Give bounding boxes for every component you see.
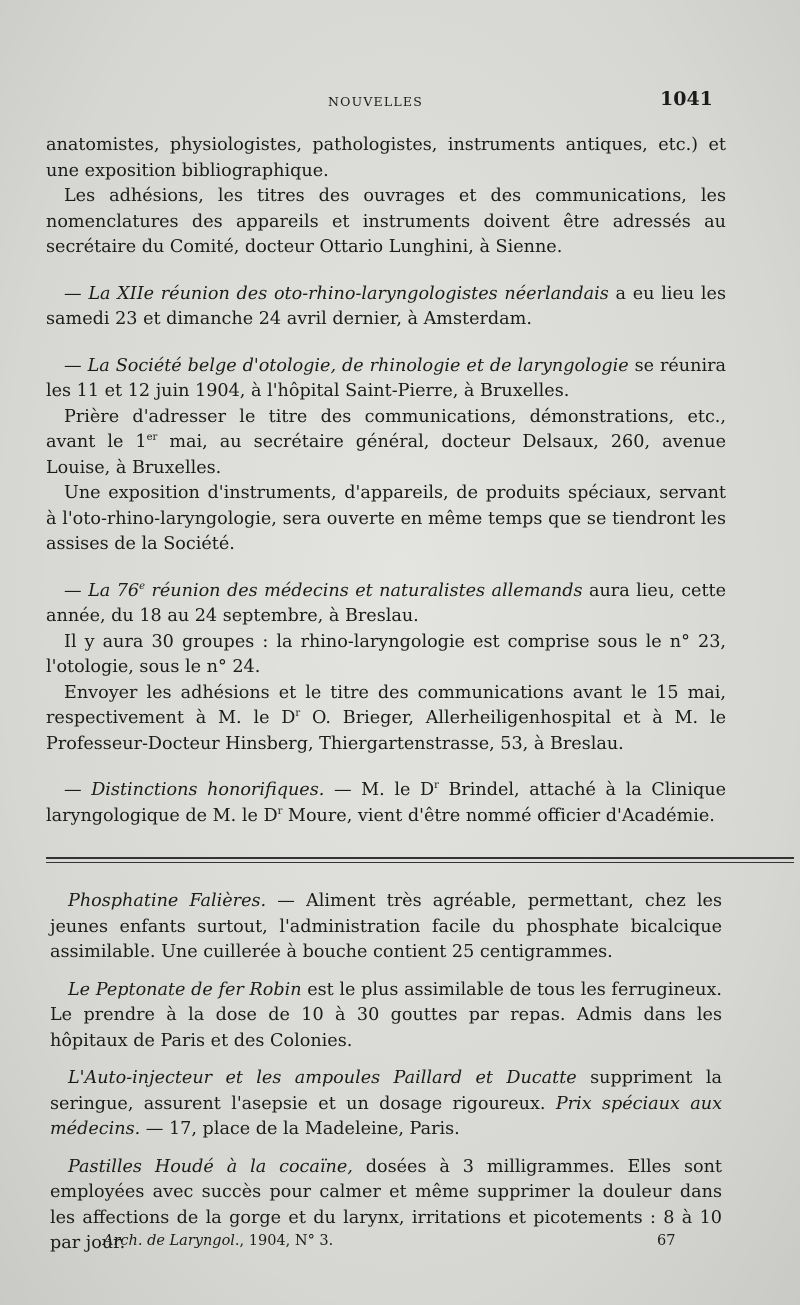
superscript: r [295, 708, 301, 719]
text: réunion des médecins et naturalistes allemands [145, 580, 583, 601]
news-title: Distinctions honorifiques. [91, 780, 325, 800]
news-text: a eu lieu les samedi 23 et dimanche 24 avril dernier, à Amsterdam. [46, 283, 727, 329]
superscript: r [277, 805, 283, 817]
page-footer [0, 1233, 800, 1257]
dash: — [64, 580, 89, 601]
page-body [46, 133, 726, 1257]
journal-citation [103, 1233, 333, 1249]
advertisements [50, 889, 722, 1257]
product-name: L'Auto-injecteur et les ampoules Paillard et Ducatte [68, 1068, 577, 1088]
paragraph: Il y aura 30 groupes : la rhino-laryngologie est comprise sous le n° 23, l'otologie, sous le n° 24. [46, 631, 726, 677]
dash: — [64, 355, 88, 376]
product-name: Phosphatine Falières. [68, 891, 267, 911]
text: Brindel, attaché à la Clinique laryngologique de M. le D [46, 780, 727, 826]
thin-rule [46, 862, 794, 863]
text: Envoyer les adhésions et le titre des communications avant le 15 mai, respectivement à M. le D [46, 682, 726, 728]
news-item [46, 778, 726, 829]
paragraph: Les adhésions, les titres des ouvrages et des communications, les nomenclatures des appareils et instruments doivent être adressés au secrétaire du Comité, docteur Ottario Lunghini, à Sienne. [46, 186, 726, 257]
ad-text: dosées à 3 milligrammes. Elles sont employées avec succès pour calmer et même supprimer la douleur dans les affections de la gorge et du larynx, irritations et picotements : 8 à 10 par jour. [50, 1156, 722, 1253]
text: mai, au secrétaire général, docteur Delsaux, 260, avenue Louise, à Bruxelles. [46, 432, 726, 478]
superscript: r [434, 780, 439, 791]
paragraph [46, 681, 726, 758]
news-text: aura lieu, cette année, du 18 au 24 septembre, à Breslau. [46, 580, 727, 626]
issue-number: , 1904, N° 3. [239, 1233, 334, 1249]
paragraph [46, 405, 726, 482]
ad-address: — 17, place de la Madeleine, Paris. [140, 1119, 460, 1139]
page-number: 1041 [660, 88, 713, 110]
paragraph: Une exposition d'instruments, d'appareils, de produits spéciaux, servant à l'oto-rhino-laryngologie, sera ouverte en même temps que se tiendront les assises de la Société. [46, 483, 726, 554]
news-title [88, 581, 582, 601]
news-item [46, 579, 726, 630]
superscript: er [146, 432, 158, 443]
text: — M. le D [324, 780, 435, 800]
text: La 76 [88, 580, 140, 601]
product-name: Le Peptonate de fer Robin [68, 979, 302, 1000]
dash: — [64, 780, 92, 800]
news-item [46, 282, 726, 333]
advertisement [50, 978, 722, 1055]
price-note: Prix spéciaux aux médecins. [50, 1093, 722, 1139]
news-text: se réunira les 11 et 12 juin 1904, à l'hôpital Saint-Pierre, à Bruxelles. [46, 355, 726, 401]
advertisement [50, 889, 722, 966]
text: Moure, vient d'être nommé officier d'Académie. [282, 805, 715, 826]
thick-rule [46, 857, 794, 859]
superscript: e [139, 580, 146, 592]
signature-mark: 67 [657, 1233, 676, 1249]
product-name: Pastilles Houdé à la cocaïne, [68, 1156, 353, 1177]
paragraph: anatomistes, physiologistes, pathologistes, instruments antiques, etc.) et une exposition bibliographique. [46, 135, 726, 181]
ad-text: suppriment la seringue, assurent l'asepsie et un dosage rigoureux. [50, 1068, 722, 1114]
news-item [46, 354, 726, 405]
ad-text: est le plus assimilable de tous les ferrugineux. Le prendre à la dose de 10 à 30 gouttes par repas. Admis dans les hôpitaux de Paris et des Colonies. [50, 979, 722, 1051]
text: O. Brieger, Allerheiligenhospital et à M. le Professeur-Docteur Hinsberg, Thiergartenstrasse, 53, à Breslau. [46, 708, 726, 754]
text: Prière d'adresser le titre des communications, démonstrations, etc., avant le 1 [46, 406, 726, 452]
news-title: La Société belge d'otologie, de rhinologie et de laryngologie [87, 355, 629, 376]
dash: — [64, 283, 89, 304]
news-title: La XIIe réunion des oto-rhino-laryngologistes néerlandais [88, 283, 609, 304]
page-header [0, 88, 800, 118]
journal-name: Arch. de Laryngol. [103, 1233, 240, 1249]
running-head: NOUVELLES [328, 94, 423, 109]
ad-text: — Aliment très agréable, permettant, chez les jeunes enfants surtout, l'administration facile du phosphate bicalcique assimilable. Une cuillerée à bouche contient 25 centigrammes. [50, 891, 722, 962]
section-divider [46, 829, 726, 889]
advertisement [50, 1066, 722, 1143]
